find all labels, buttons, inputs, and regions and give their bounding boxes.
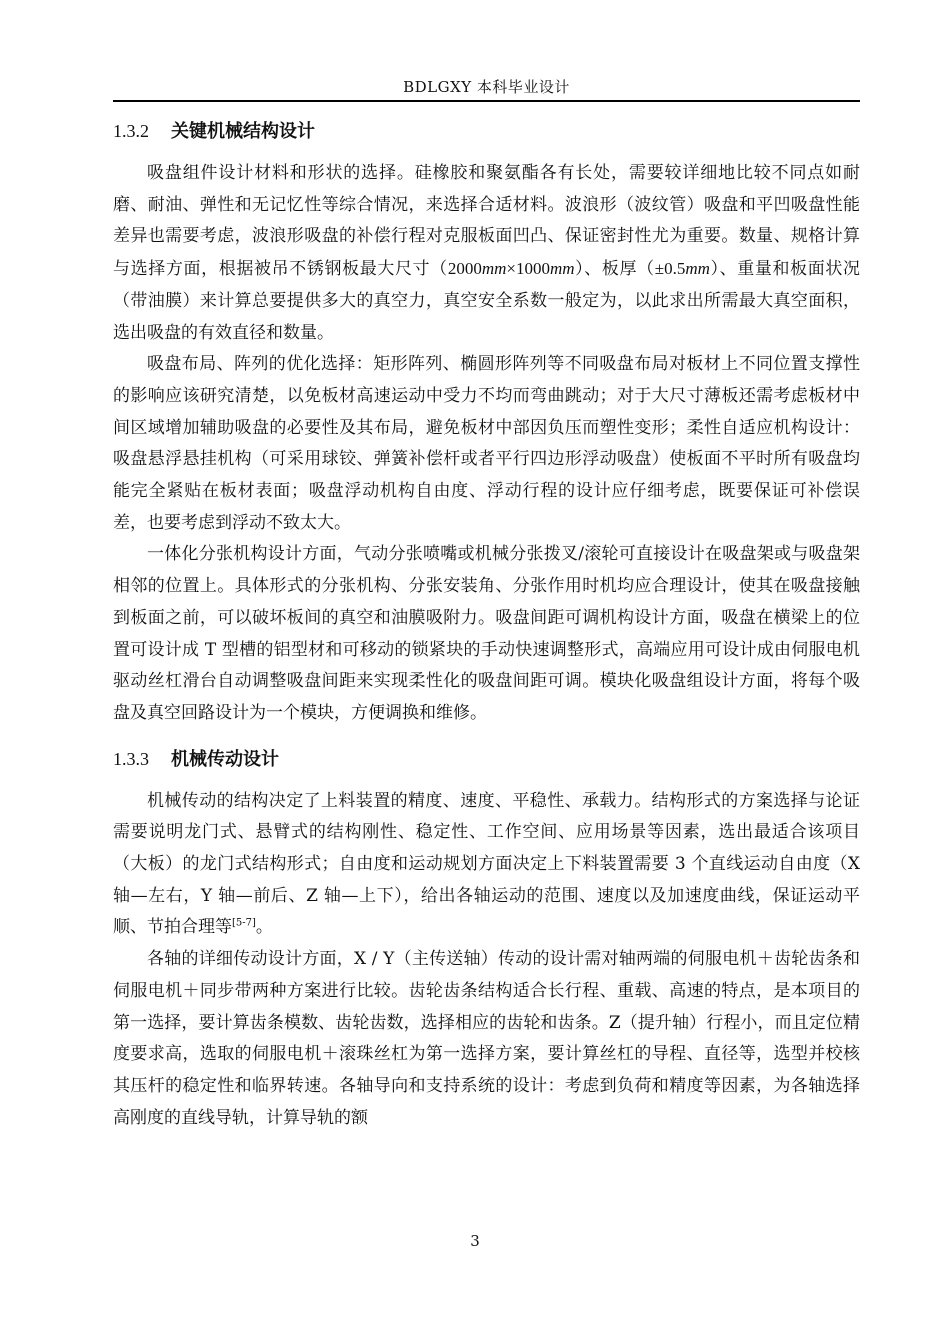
paragraph-text: 吸盘组件设计材料和形状的选择。硅橡胶和聚氨酯各有长处，需要较详细地比较不同点如耐磨、耐油、弹性和无记忆性等综合情况，来选择合适材料。波浪形（波纹管）吸盘和平凹吸盘性能差异也需要考虑，波浪形吸盘的补偿行程对克服板面凹凸、保证密封性尤为重要。数量、规格计算与选择方面，根据被吊不锈钢板最大尺寸（ (113, 163, 860, 280)
math-thickness (655, 259, 710, 278)
citation: [5-7] (232, 917, 256, 929)
math-operator: × (506, 259, 516, 279)
paragraph: 一体化分张机构设计方面，气动分张喷嘴或机械分张拨叉/滚轮可直接设计在吸盘架或与吸盘架相邻的位置上。具体形式的分张机构、分张安装角、分张作用时机均应合理设计，使其在吸盘接触到板面之前，可以破坏板间的真空和油膜吸附力。吸盘间距可调机构设计方面，吸盘在横梁上的位置可设计成 T 型槽的铝型材和可移动的锁紧块的手动快速调整形式，高端应用可设计成由伺服电机驱动丝杠滑台自动调整吸盘间距来实现柔性化的吸盘间距可调。模块化吸盘组设计方面，将每个吸盘及真空回路设计为一个模块，方便调换和维修。 (113, 544, 860, 723)
page-content (113, 116, 860, 1134)
math-unit: mm (481, 259, 507, 279)
header-rule (113, 100, 860, 102)
section-number: 1.3.2 (113, 121, 149, 141)
paragraph: 各轴的详细传动设计方面，X / Y（主传送轴）传动的设计需对轴两端的伺服电机＋齿轮齿条和伺服电机＋同步带两种方案进行比较。齿轮齿条结构适合长行程、重载、高速的特点，是本项目的第一选择，要计算齿条模数、齿轮齿数，选择相应的齿轮和齿条。Z（提升轴）行程小，而且定位精度要求高，选取的伺服电机＋滚珠丝杠为第一选择方案，要计算丝杠的导程、直径等，选型并校核其压杆的稳定性和临界转速。各轴导向和支持系统的设计：考虑到负荷和精度等因素，为各轴选择高刚度的直线导轨，计算导轨的额 (113, 949, 860, 1128)
math-operator: ± (654, 259, 665, 279)
section-number: 1.3.3 (113, 748, 149, 769)
math-unit: mm (685, 259, 710, 279)
paragraph-text: ）、重量和板面状况（带油膜）来计算总要提供多大的真空力，真空安全系数一般定为，以此求出所需最大真空面积，选出吸盘的有效直径和数量。 (113, 259, 861, 343)
math-number: 0.5 (664, 259, 686, 279)
math-number: 2000 (447, 259, 482, 279)
page-header: BDLGXY 本科毕业设计 (403, 78, 570, 96)
section-title: 机械传动设计 (171, 748, 279, 770)
paragraph: 吸盘布局、阵列的优化选择：矩形阵列、椭圆形阵列等不同吸盘布局对板材上不同位置支撑性的影响应该研究清楚，以免板材高速运动中受力不均而弯曲跳动；对于大尺寸薄板还需考虑板材中间区域增加辅助吸盘的必要性及其布局，避免板材中部因负压而塑性变形；柔性自适应机构设计：吸盘悬浮悬挂机构（可采用球铰、弹簧补偿杆或者平行四边形浮动吸盘）使板面不平时所有吸盘均能完全紧贴在板材表面；吸盘浮动机构自由度、浮动行程的设计应仔细考虑，既要保证可补偿误差，也要考虑到浮动不致太大。 (113, 354, 860, 533)
section-heading-1-3-2 (113, 116, 860, 146)
page-number: 3 (470, 1232, 480, 1250)
paragraph (113, 786, 860, 945)
math-dimensions (448, 259, 575, 278)
math-unit: mm (549, 259, 575, 279)
paragraph (113, 158, 860, 349)
paragraph-text: ）、板厚（ (574, 259, 655, 280)
section-title: 关键机械结构设计 (171, 121, 315, 142)
paragraph-text: 机械传动的结构决定了上料装置的精度、速度、平稳性、承载力。结构形式的方案选择与论证需要说明龙门式、悬臂式的结构刚性、稳定性、工作空间、应用场景等因素，选出最适合该项目（大板）的龙门式结构形式；自由度和运动规划方面决定上下料装置需要 3 个直线运动自由度（X 轴—左右，Y 轴—前后、Z 轴—上下），给出各轴运动的范围、速度以及加速度曲线，保证运动平顺、节拍合理等 (113, 790, 860, 938)
paragraph-text: 。 (255, 917, 273, 938)
section-heading-1-3-3 (113, 744, 860, 774)
math-number: 1000 (515, 259, 550, 279)
